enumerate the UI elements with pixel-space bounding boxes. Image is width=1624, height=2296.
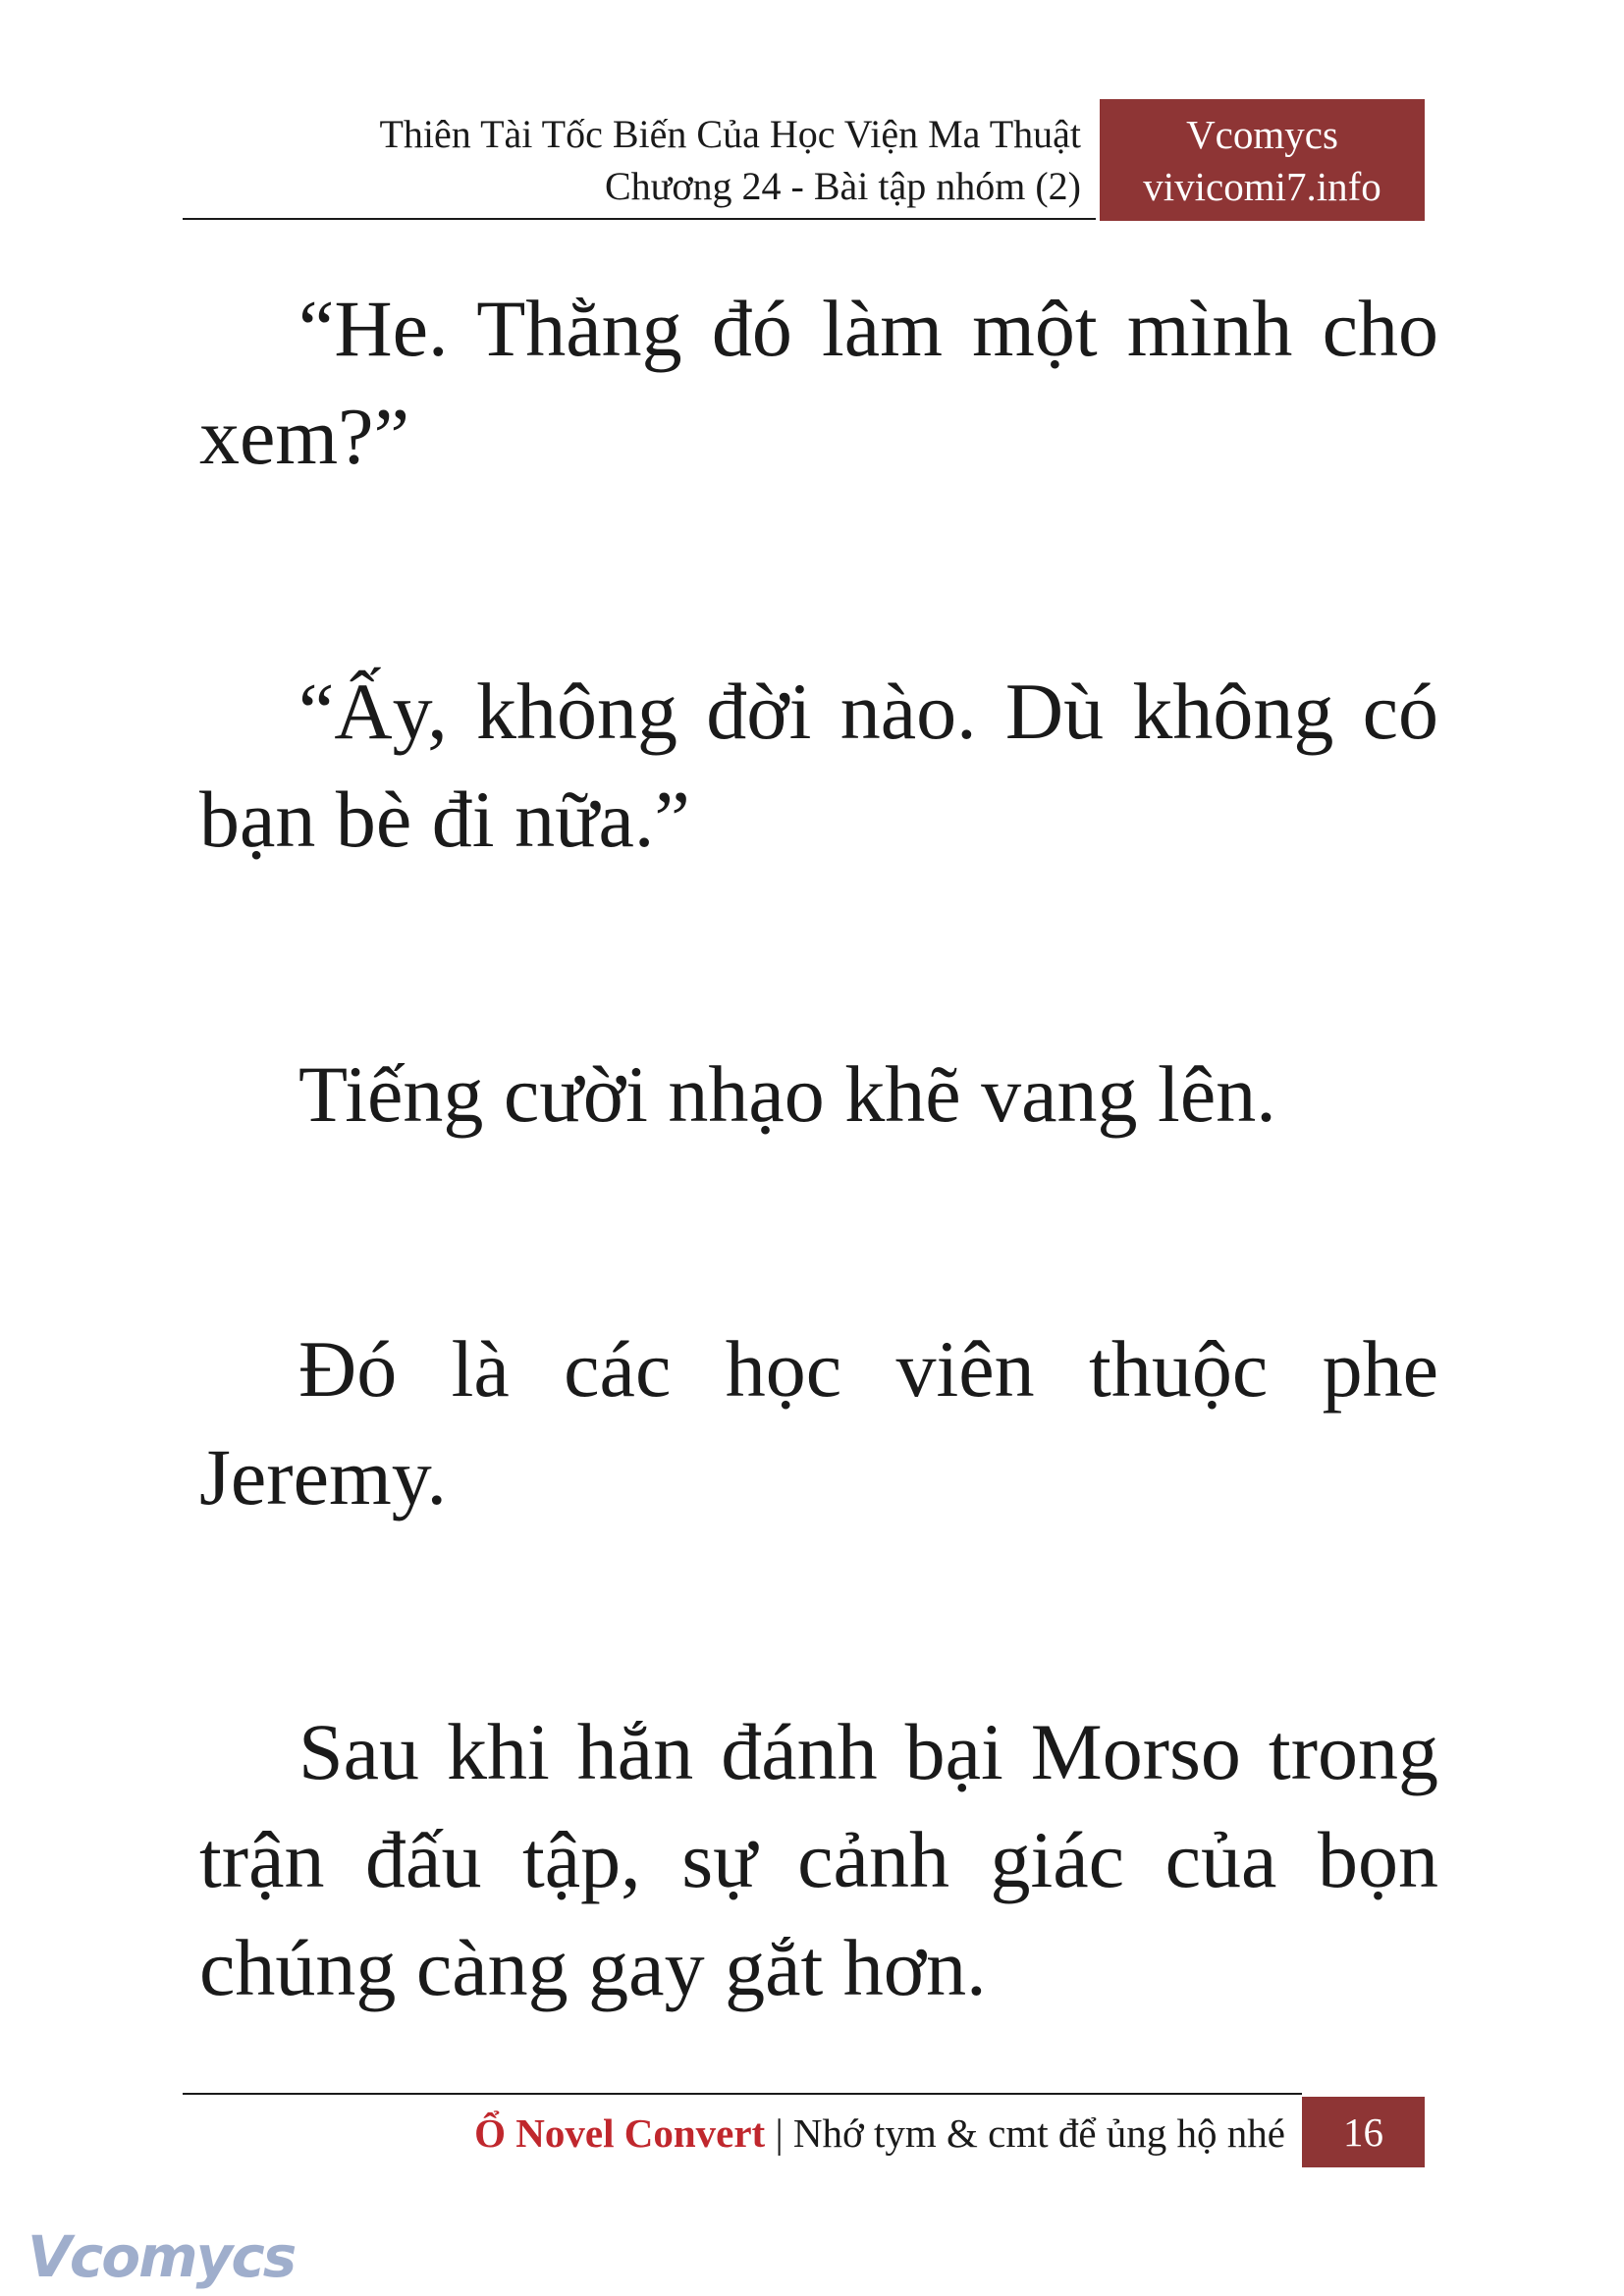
paragraph: “Ấy, không đời nào. Dù không có bạn bè đi nữa.”	[199, 667, 1438, 864]
footer-brand: Ổ Novel Convert	[474, 2110, 766, 2156]
watermark-logo: Vcomycs	[27, 2223, 296, 2290]
footer-credit	[474, 2109, 1285, 2158]
book-title: Thiên Tài Tốc Biến Của Học Viện Ma Thuật	[379, 112, 1081, 156]
running-header	[380, 108, 1082, 212]
paragraph: Đó là các học viên thuộc phe Jeremy.	[199, 1324, 1438, 1522]
paragraph: Tiếng cười nhạo khẽ vang lên.	[298, 1049, 1276, 1139]
page-number: 16	[1302, 2097, 1425, 2167]
chapter-title: Chương 24 - Bài tập nhóm (2)	[605, 164, 1081, 208]
footer-message: Nhớ tym & cmt để ủng hộ nhé	[792, 2110, 1285, 2156]
header-divider	[183, 218, 1096, 220]
chapter-body	[199, 275, 1438, 2189]
paragraph: “He. Thằng đó làm một mình cho xem?”	[199, 284, 1438, 481]
brand-name: Vcomycs	[1186, 112, 1338, 157]
brand-site: vivicomi7.info	[1143, 164, 1381, 209]
footer-divider	[183, 2093, 1302, 2095]
brand-box	[1100, 99, 1425, 221]
footer-separator: |	[765, 2110, 793, 2156]
paragraph: Sau khi hắn đánh bại Morso trong trận đấu tập, sự cảnh giác của bọn chúng càng gay gắt hơn.	[199, 1707, 1438, 2012]
